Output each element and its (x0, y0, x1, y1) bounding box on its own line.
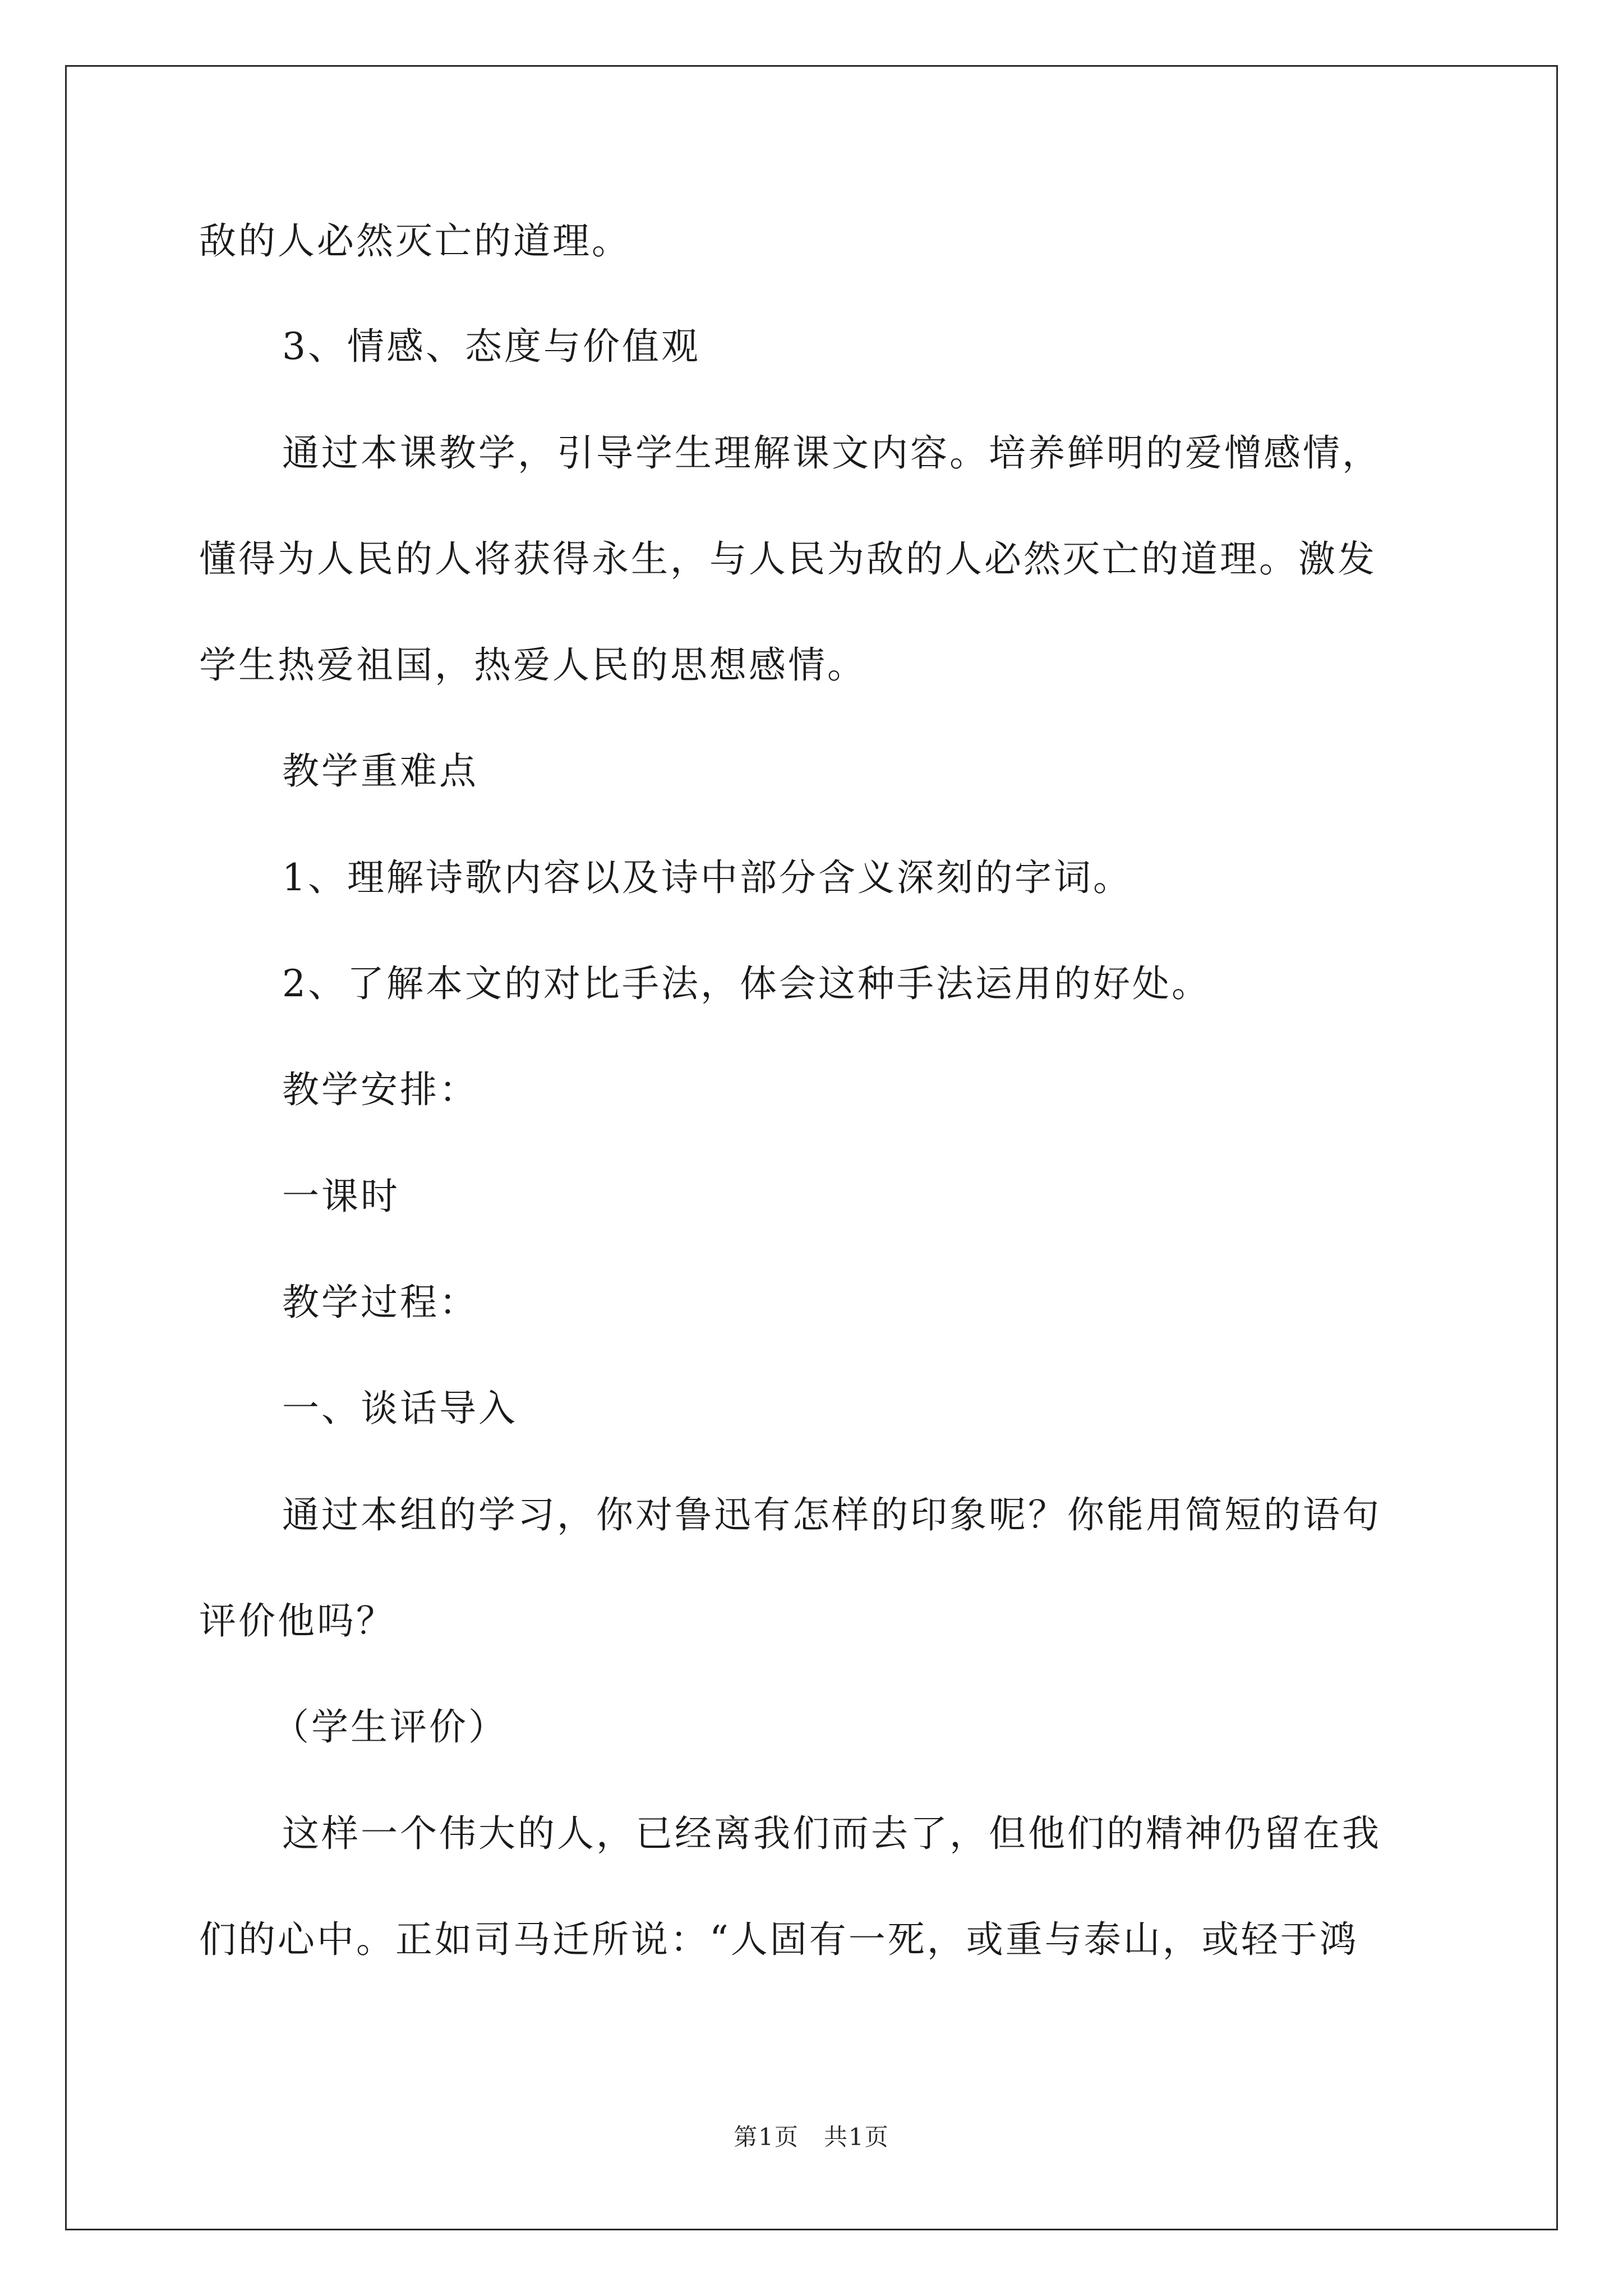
section-heading: 教学安排： (282, 1068, 478, 1111)
section-heading: 教学过程： (282, 1281, 478, 1324)
page-border (65, 65, 1558, 2230)
paragraph-line: （学生评价） (272, 1705, 508, 1749)
page-number-footer: 第1页 共1页 (734, 2123, 889, 2151)
paragraph-line: 通过本课教学，引导学生理解课文内容。培养鲜明的爱憎感情， (282, 431, 1381, 475)
paragraph-line: 懂得为人民的人将获得永生，与人民为敌的人必然灭亡的道理。激发 (199, 537, 1377, 581)
section-heading: 3、情感、态度与价值观 (282, 325, 700, 368)
paragraph-line: 敌的人必然灭亡的道理。 (199, 219, 631, 263)
paragraph-line: 评价他吗？ (199, 1599, 395, 1642)
list-item: 2、了解本文的对比手法，体会这种手法运用的好处。 (282, 962, 1211, 1005)
paragraph-line: 这样一个伟大的人，已经离我们而去了，但他们的精神仍留在我 (282, 1812, 1381, 1855)
section-heading: 教学重难点 (282, 749, 478, 793)
paragraph-line: 们的心中。正如司马迁所说：“人固有一死，或重与泰山，或轻于鸿 (199, 1918, 1359, 1961)
paragraph-line: 一课时 (282, 1175, 400, 1218)
paragraph-line: 学生热爱祖国，热爱人民的思想感情。 (199, 643, 866, 687)
paragraph-line: 通过本组的学习，你对鲁迅有怎样的印象呢？你能用简短的语句 (282, 1493, 1381, 1536)
list-item: 1、理解诗歌内容以及诗中部分含义深刻的字词。 (282, 856, 1132, 899)
section-heading: 一、谈话导入 (282, 1387, 518, 1430)
